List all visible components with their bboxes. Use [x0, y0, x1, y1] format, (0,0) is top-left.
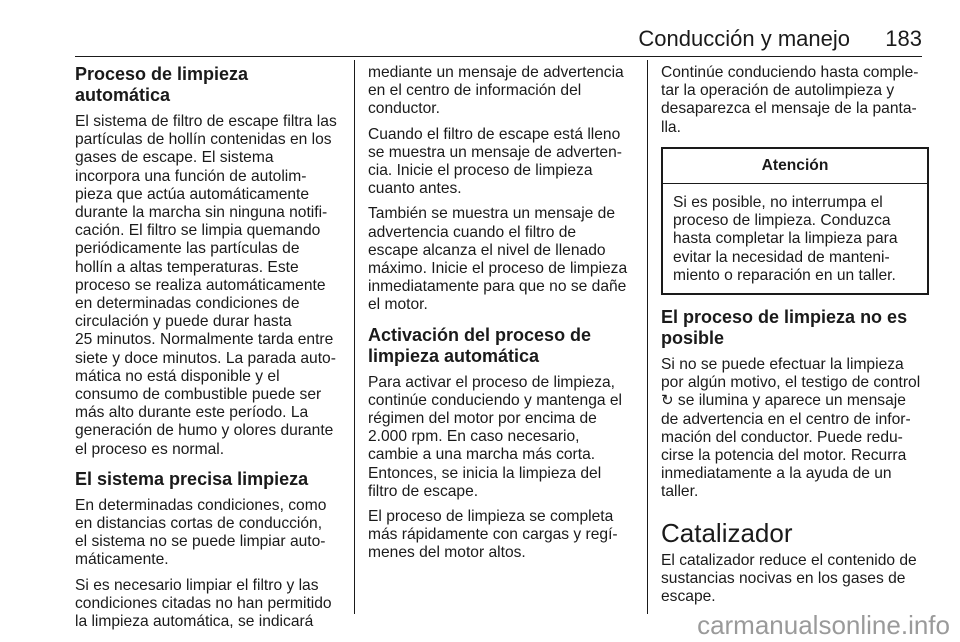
paragraph: El catalizador reduce el contenido de sustancias nocivas en los gases de escape.: [661, 551, 917, 606]
paragraph: Cuando el filtro de escape está lleno se muestra un mensaje de adverten- cia. Inicie el proceso de limpieza cuanto antes.: [368, 125, 622, 198]
paragraph-text: se ilumina y aparece un mensaje de advertencia en el centro de infor- mación del conductor. Puede redu- cirse la potencia del motor. Recurra inmediatamente a la ayuda de un taller.: [661, 392, 911, 501]
header-rule: [75, 56, 922, 57]
section-heading-catalyst: Catalizador: [661, 517, 793, 548]
paragraph-warning-light: [661, 356, 929, 502]
column-divider-1: [354, 60, 355, 614]
column-1: [75, 64, 343, 638]
section-heading-needs-cleaning: El sistema precisa limpieza: [75, 468, 309, 489]
column-divider-2: [647, 60, 648, 614]
page-header: [0, 0, 960, 60]
caution-title: Atención: [663, 149, 927, 184]
paragraph: El sistema de filtro de escape filtra las partículas de hollín contenidas en los gases de escape. El sistema incorpora una función de autolim- pieza que actúa automáticamente durante la marcha sin ninguna notifi- cación. El filtro se limpia quemando periódicamente las partículas de hollín a altas temperaturas. Este proceso se realiza automáticamente en determinadas condiciones de circulación y puede durar hasta 25 minutos. Normalmente tarda entre siete y doce minutos. La parada auto- mática no está disponible y el consumo de combustible puede ser más alto durante este período. La generación de humo y olores durante el proceso es normal.: [75, 113, 337, 458]
paragraph: En determinadas condiciones, como en distancias cortas de conducción, el sistema no se puede limpiar auto- máticamente.: [75, 496, 327, 569]
section-heading-automatic-cleaning: Proceso de limpieza automática: [75, 64, 249, 105]
section-heading-not-possible: El proceso de limpieza no es posible: [661, 307, 908, 349]
paragraph-text: Si no se puede efectuar la limpieza por algún motivo, el testigo de control: [661, 356, 921, 392]
paragraph: Si es necesario limpiar el filtro y las condiciones citadas no han permitido la limpieza automática, se indicará: [75, 576, 332, 631]
paragraph: mediante un mensaje de advertencia en el centro de información del conductor.: [368, 64, 624, 118]
exhaust-filter-warning-icon: ↻: [661, 392, 674, 410]
paragraph: Continúe conduciendo hasta comple- tar la operación de autolimpieza y desaparezca el mensaje de la panta- lla.: [661, 64, 919, 136]
watermark: carmanualsonline.info: [697, 610, 950, 640]
caution-box: [661, 147, 929, 295]
caution-text: Si es posible, no interrumpa el proceso de limpieza. Conduzca hasta completar la limpieza para evitar la necesidad de manteni- miento o reparación en un taller.: [673, 194, 898, 284]
paragraph: También se muestra un mensaje de advertencia cuando el filtro de escape alcanza el nivel de llenado máximo. Inicie el proceso de limpieza inmediatamente para que no se dañe el motor.: [368, 205, 628, 314]
column-3: [661, 64, 929, 613]
chapter-title: Conducción y manejo: [638, 26, 850, 51]
paragraph: El proceso de limpieza se completa más rápidamente con cargas y regí- menes del motor altos.: [368, 508, 618, 562]
section-heading-activation: Activación del proceso de limpieza automática: [368, 324, 592, 366]
paragraph: Para activar el proceso de limpieza, continúe conduciendo y mantenga el régimen del motor por encima de 2.000 rpm. En caso necesario, cambie a una marcha más corta. Entonces, se inicia la limpieza del filtro de escape.: [368, 373, 623, 500]
page-number: 183: [885, 26, 922, 51]
column-2: [368, 64, 636, 570]
